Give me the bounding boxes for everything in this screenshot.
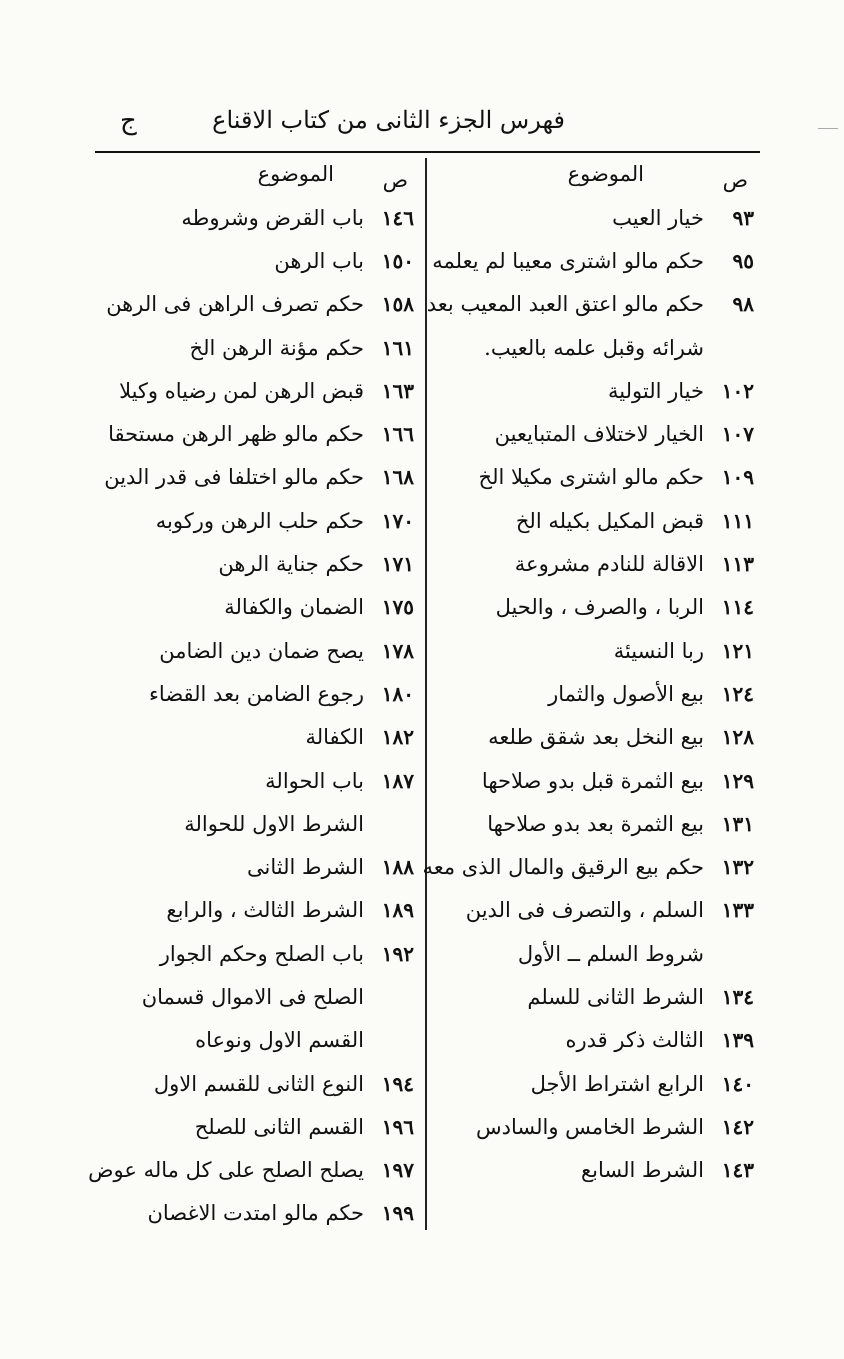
index-entry xyxy=(436,326,754,369)
column-divider xyxy=(425,158,427,1230)
entry-topic: حكم مالو اعتق العبد المعيب بعد xyxy=(426,292,704,317)
index-entry xyxy=(84,1192,414,1235)
entry-topic: الخيار لاختلاف المتبايعين xyxy=(494,422,704,447)
entry-page-number: ١٥٠ xyxy=(381,248,414,273)
entry-topic: قبض المكيل بكيله الخ xyxy=(515,508,704,533)
entry-page-number: ١٦١ xyxy=(381,335,414,360)
entry-topic: شروط السلم ــ الأول xyxy=(517,941,704,966)
entry-page-number: ١٢٩ xyxy=(721,768,754,793)
entry-topic: الرابع اشتراط الأجل xyxy=(530,1071,704,1096)
entry-topic: حكم مالو اختلفا فى قدر الدين xyxy=(104,465,364,490)
index-entry xyxy=(84,845,414,888)
entry-topic: الثالث ذكر قدره xyxy=(565,1028,704,1053)
index-entry xyxy=(84,1019,414,1062)
entry-topic: قبض الرهن لمن رضياه وكيلا xyxy=(119,378,364,403)
index-entry xyxy=(84,975,414,1018)
entry-topic: الاقالة للنادم مشروعة xyxy=(514,552,704,577)
entry-topic: حكم بيع الرقيق والمال الذى معه xyxy=(422,855,704,880)
column-header-page: ص xyxy=(722,168,748,192)
page-letter: ج xyxy=(120,106,137,136)
index-entry xyxy=(436,1019,754,1062)
entry-page-number: ١٠٩ xyxy=(721,465,754,490)
entry-topic: رجوع الضامن بعد القضاء xyxy=(149,681,364,706)
entry-topic: باب الصلح وحكم الجوار xyxy=(159,941,364,966)
entry-page-number: ١٩٤ xyxy=(381,1071,414,1096)
index-entry xyxy=(432,239,754,282)
entry-page-number: ١٢٤ xyxy=(721,681,754,706)
entry-page-number: ١٤٦ xyxy=(381,205,414,230)
entry-page-number: ١٢١ xyxy=(721,638,754,663)
index-entry xyxy=(426,283,754,326)
entry-page-number: ١٣٩ xyxy=(721,1028,754,1053)
entry-page-number: ١٩٢ xyxy=(381,941,414,966)
index-entry xyxy=(84,369,414,412)
index-entry xyxy=(84,499,414,542)
entry-topic: باب الرهن xyxy=(274,248,364,273)
column-header-topic: الموضوع xyxy=(567,162,644,186)
entry-topic: الضمان والكفالة xyxy=(224,595,364,620)
entry-page-number: ١٣٢ xyxy=(721,855,754,880)
entry-page-number: ١٨٢ xyxy=(381,725,414,750)
index-entry xyxy=(436,499,754,542)
entry-topic: القسم الثانى للصلح xyxy=(194,1114,364,1139)
index-entry xyxy=(436,802,754,845)
entry-topic: الشرط الاول للحوالة xyxy=(184,811,364,836)
index-entry xyxy=(436,1105,754,1148)
margin-mark xyxy=(818,128,838,129)
index-entry xyxy=(84,932,414,975)
entry-topic: يصلح الصلح على كل ماله عوض xyxy=(88,1158,364,1183)
entry-topic: الشرط السابع xyxy=(580,1158,704,1183)
entry-page-number: ١١٤ xyxy=(721,595,754,620)
entry-page-number: ٩٨ xyxy=(732,292,754,317)
index-entry xyxy=(436,716,754,759)
index-entry xyxy=(84,196,414,239)
entry-topic: خيار التولية xyxy=(608,378,704,403)
index-entry xyxy=(84,326,414,369)
entry-page-number: ١٠٧ xyxy=(721,422,754,447)
index-entry xyxy=(84,1062,414,1105)
entry-page-number: ٩٥ xyxy=(732,248,754,273)
entry-page-number: ١٩٩ xyxy=(381,1201,414,1226)
entry-page-number: ١٨٧ xyxy=(381,768,414,793)
entry-topic: الربا ، والصرف ، والحيل xyxy=(495,595,704,620)
entry-page-number: ١٤٢ xyxy=(721,1114,754,1139)
index-entry xyxy=(84,239,414,282)
index-entry xyxy=(436,759,754,802)
index-entry xyxy=(84,1105,414,1148)
index-entry xyxy=(84,1149,414,1192)
entry-page-number: ١٦٦ xyxy=(381,422,414,447)
column-header xyxy=(436,158,754,196)
index-entry xyxy=(84,283,414,326)
index-entry xyxy=(436,889,754,932)
index-entry xyxy=(436,369,754,412)
entry-topic: الكفالة xyxy=(305,725,364,750)
entry-topic: يصح ضمان دين الضامن xyxy=(159,638,364,663)
entry-topic: حكم مالو اشترى مكيلا الخ xyxy=(478,465,704,490)
entry-page-number: ١٢٨ xyxy=(721,725,754,750)
page-header xyxy=(95,100,760,146)
index-entry xyxy=(84,412,414,455)
entry-page-number: ١٠٢ xyxy=(721,378,754,403)
column-header-topic: الموضوع xyxy=(257,162,334,186)
entry-topic: السلم ، والتصرف فى الدين xyxy=(465,898,704,923)
entry-page-number: ١٨٨ xyxy=(381,855,414,880)
index-entry xyxy=(436,412,754,455)
entry-topic: الشرط الثانى للسلم xyxy=(527,984,704,1009)
index-entry xyxy=(436,672,754,715)
entry-page-number: ١٣١ xyxy=(721,811,754,836)
page-title: فهرس الجزء الثانى من كتاب الاقناع xyxy=(212,106,565,134)
entry-page-number: ١٧٥ xyxy=(381,595,414,620)
entry-page-number: ١٧٠ xyxy=(381,508,414,533)
entry-topic: حكم مؤنة الرهن الخ xyxy=(189,335,364,360)
entry-page-number: ١٥٨ xyxy=(381,292,414,317)
entry-page-number: ٩٣ xyxy=(732,205,754,230)
entry-topic: شرائه وقبل علمه بالعيب. xyxy=(484,335,704,360)
index-entry xyxy=(436,542,754,585)
index-entry xyxy=(436,975,754,1018)
index-entry xyxy=(436,1062,754,1105)
index-entry xyxy=(84,586,414,629)
entry-topic: الشرط الثالث ، والرابع xyxy=(166,898,364,923)
entry-page-number: ١٩٦ xyxy=(381,1114,414,1139)
entry-topic: النوع الثانى للقسم الاول xyxy=(153,1071,364,1096)
entry-topic: حكم مالو اشترى معيبا لم يعلمه xyxy=(432,248,704,273)
entry-topic: باب الحوالة xyxy=(265,768,364,793)
entry-page-number: ١١١ xyxy=(721,508,754,533)
entry-page-number: ١٣٣ xyxy=(721,898,754,923)
index-entry xyxy=(84,672,414,715)
index-column-right xyxy=(422,158,754,1192)
index-entry xyxy=(84,716,414,759)
entry-topic: خيار العيب xyxy=(612,205,704,230)
index-entry xyxy=(436,196,754,239)
entry-topic: القسم الاول ونوعاه xyxy=(195,1028,364,1053)
entry-page-number: ١٧١ xyxy=(381,552,414,577)
index-entry xyxy=(84,629,414,672)
entry-topic: حكم تصرف الراهن فى الرهن xyxy=(106,292,364,317)
entry-page-number: ١٦٨ xyxy=(381,465,414,490)
index-entry xyxy=(436,932,754,975)
entry-topic: الصلح فى الاموال قسمان xyxy=(141,984,364,1009)
index-entry xyxy=(436,586,754,629)
entry-page-number: ١١٣ xyxy=(721,552,754,577)
entry-topic: باب القرض وشروطه xyxy=(181,205,364,230)
entry-topic: الشرط الخامس والسادس xyxy=(475,1114,704,1139)
entry-topic: حكم مالو امتدت الاغصان xyxy=(147,1201,364,1226)
index-entry xyxy=(422,845,754,888)
entry-page-number: ١٤٣ xyxy=(721,1158,754,1183)
entry-topic: بيع الأصول والثمار xyxy=(548,681,704,706)
entry-topic: بيع الثمرة بعد بدو صلاحها xyxy=(487,811,704,836)
index-entry xyxy=(436,1149,754,1192)
index-column-left xyxy=(84,158,414,1235)
entry-page-number: ١٦٣ xyxy=(381,378,414,403)
index-entry xyxy=(84,802,414,845)
index-entry xyxy=(436,456,754,499)
index-entry xyxy=(436,629,754,672)
entry-page-number: ١٩٧ xyxy=(381,1158,414,1183)
entry-page-number: ١٨٩ xyxy=(381,898,414,923)
entry-page-number: ١٧٨ xyxy=(381,638,414,663)
entry-topic: ربا النسيئة xyxy=(613,638,704,663)
entry-topic: بيع الثمرة قبل بدو صلاحها xyxy=(481,768,704,793)
entry-topic: الشرط الثانى xyxy=(247,855,364,880)
entry-topic: حكم جناية الرهن xyxy=(218,552,364,577)
index-entry xyxy=(84,759,414,802)
entry-topic: حكم مالو ظهر الرهن مستحقا xyxy=(108,422,364,447)
header-rule xyxy=(95,151,760,153)
entry-page-number: ١٣٤ xyxy=(721,984,754,1009)
entry-page-number: ١٨٠ xyxy=(381,681,414,706)
entry-topic: بيع النخل بعد شقق طلعه xyxy=(488,725,704,750)
entry-page-number: ١٤٠ xyxy=(721,1071,754,1096)
index-entry xyxy=(84,456,414,499)
index-entry xyxy=(84,542,414,585)
column-header-page: ص xyxy=(382,168,408,192)
entry-topic: حكم حلب الرهن وركوبه xyxy=(155,508,364,533)
index-entry xyxy=(84,889,414,932)
column-header xyxy=(84,158,414,196)
